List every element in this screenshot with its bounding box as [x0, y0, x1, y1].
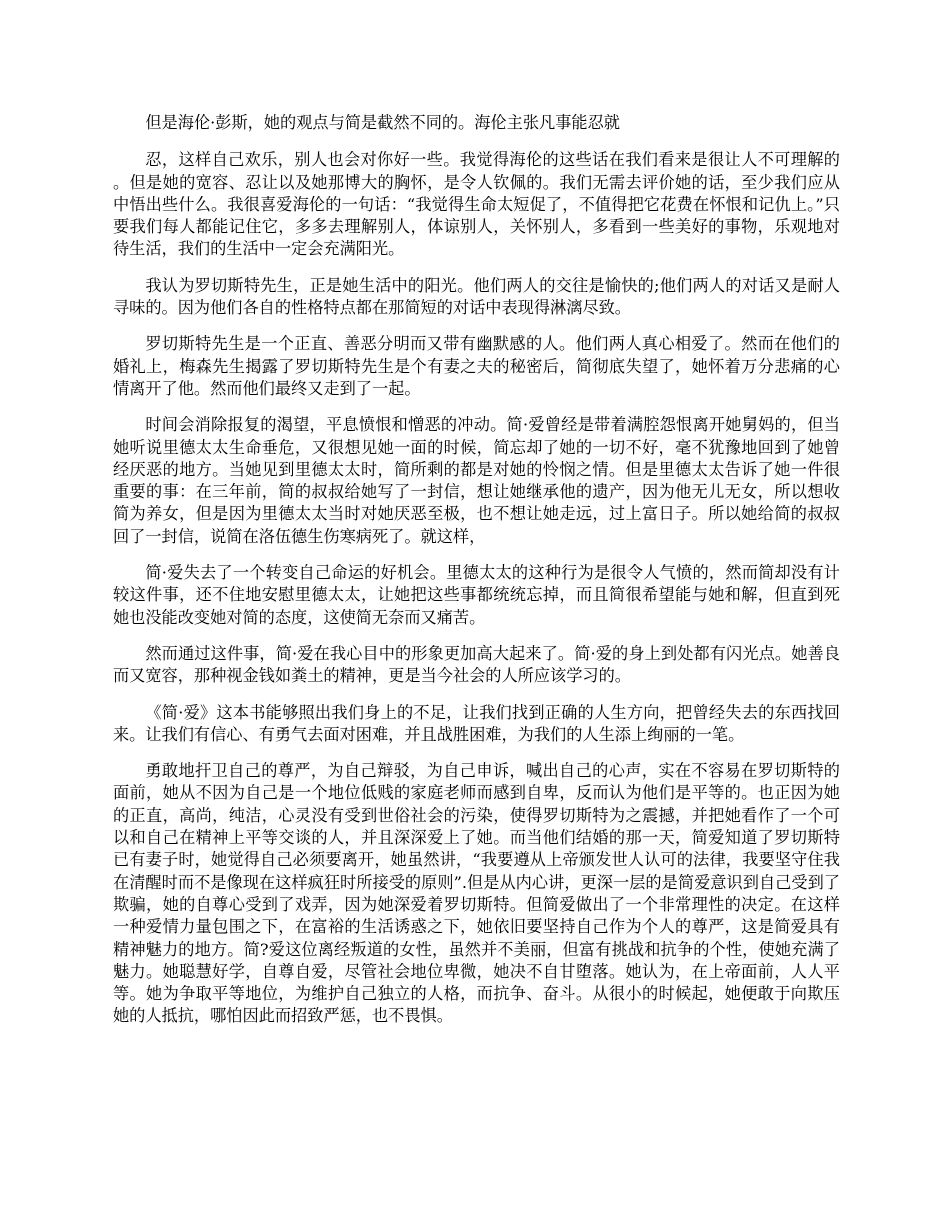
- paragraph-4: 罗切斯特先生是一个正直、善恶分明而又带有幽默感的人。他们两人真心相爱了。然而在他们的婚礼上，梅森先生揭露了罗切斯特先生是个有妻之夫的秘密后，简彻底失望了，她怀着万分悲痛的心情离开了他。然而他们最终又走到了一起。: [113, 334, 840, 398]
- paragraph-9: 勇敢地扞卫自己的尊严，为自己辩驳，为自己申诉，喊出自己的心声，实在不容易在罗切斯特的面前，她从不因为自己是一个地位低贱的家庭老师而感到自卑，反而认为他们是平等的。也正因为她的正直，高尚，纯洁，心灵没有受到世俗社会的污染，使得罗切斯特为之震撼，并把她看作了一个可以和自己在精神上平等交谈的人，并且深深爱上了她。而当他们结婚的那一天，简爱知道了罗切斯特已有妻子时，她觉得自己必须要离开，她虽然讲，“我要遵从上帝颁发世人认可的法律，我要坚守住我在清醒时而不是像现在这样疯狂时所接受的原则”.但是从内心讲，更深一层的是简爱意识到自己受到了欺骗，她的自尊心受到了戏弄，因为她深爱着罗切斯特。但简爱做出了一个非常理性的决定。在这样一种爱情力量包围之下，在富裕的生活诱惑之下，她依旧要坚持自己作为个人的尊严，这是简爱具有精神魅力的地方。简?爱这位离经叛道的女性，虽然并不美丽，但富有挑战和抗争的个性，使她充满了魅力。她聪慧好学，自尊自爱，尽管社会地位卑微，她决不自甘堕落。她认为，在上帝面前，人人平等。她为争取平等地位，为维护自己独立的人格，而抗争、奋斗。从很小的时候起，她便敢于向欺压她的人抵抗，哪怕因此而招致严惩，也不畏惧。: [113, 761, 840, 1026]
- document-body: [113, 112, 840, 1028]
- paragraph-1: 但是海伦·彭斯，她的观点与简是截然不同的。海伦主张凡事能忍就: [145, 113, 620, 132]
- paragraph-3: 我认为罗切斯特先生，正是她生活中的阳光。他们两人的交往是愉快的;他们两人的对话又是耐人寻味的。因为他们各自的性格特点都在那简短的对话中表现得淋漓尽致。: [113, 275, 840, 318]
- paragraph-7: 然而通过这件事，简·爱在我心目中的形象更加高大起来了。简·爱的身上到处都有闪光点。她善良而又宽容，那种视金钱如粪土的精神，更是当今社会的人所应该学习的。: [113, 643, 840, 686]
- paragraph-6: 简·爱失去了一个转变自己命运的好机会。里德太太的这种行为是很令人气愤的，然而简却没有计较这件事，还不住地安慰里德太太，让她把这些事都统统忘掉，而且简很希望能与她和解，但直到死她也没能改变她对简的态度，这使简无奈而又痛苦。: [113, 563, 840, 627]
- paragraph-2: 忍，这样自己欢乐，别人也会对你好一些。我觉得海伦的这些话在我们看来是很让人不可理解的。但是她的宽容、忍让以及她那博大的胸怀，是令人钦佩的。我们无需去评价她的话，至少我们应从中悟出些什么。我很喜爱海伦的一句话：“我觉得生命太短促了，不值得把它花费在怀恨和记仇上。”只要我们每人都能记住它，多多去理解别人，体谅别人，关怀别人，多看到一些美好的事物，乐观地对待生活，我们的生活中一定会充满阳光。: [113, 150, 840, 259]
- paragraph-5: 时间会消除报复的渴望，平息愤恨和憎恶的冲动。简·爱曾经是带着满腔怨恨离开她舅妈的，但当她听说里德太太生命垂危，又很想见她一面的时候，简忘却了她的一切不好，毫不犹豫地回到了她曾经厌恶的地方。当她见到里德太太时，简所剩的都是对她的怜悯之情。但是里德太太告诉了她一件很重要的事：在三年前，简的叔叔给她写了一封信，想让她继承他的遗产，因为他无儿无女，所以想收简为养女，但是因为里德太太当时对她厌恶至极，也不想让她走远，过上富日子。所以她给简的叔叔回了一封信，说简在洛伍德生伤寒病死了。就这样，: [113, 415, 840, 546]
- paragraph-8: 《简·爱》这本书能够照出我们身上的不足，让我们找到正确的人生方向，把曾经失去的东西找回来。让我们有信心、有勇气去面对困难，并且战胜困难，为我们的人生添上绚丽的一笔。: [113, 702, 840, 744]
